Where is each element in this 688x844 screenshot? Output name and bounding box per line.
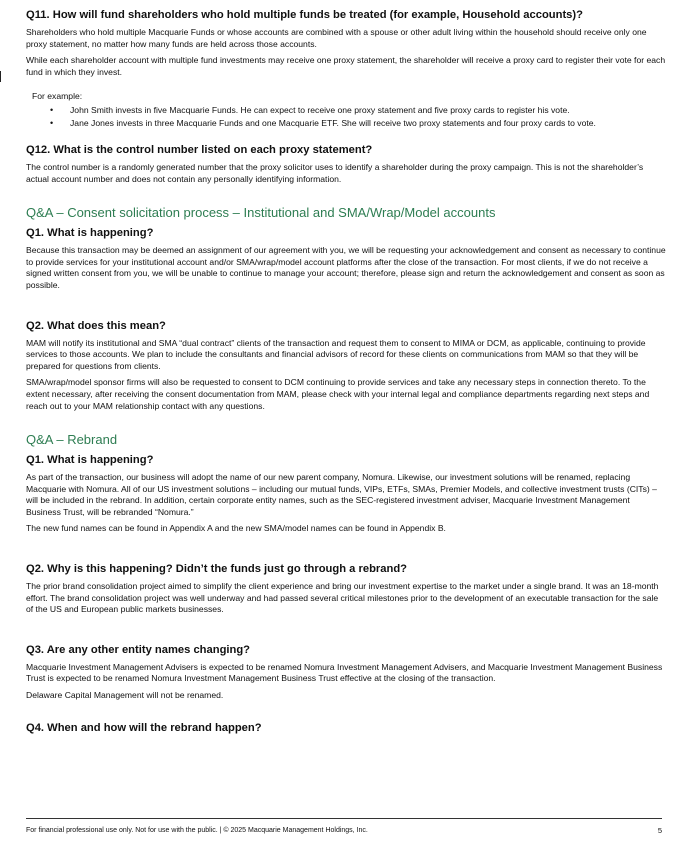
consent-q2-paragraph-2: SMA/wrap/model sponsor firms will also be requested to consent to DCM continuing to provide services and take any necessary steps in connection thereto. To the extent necessary, after receiving the consent documentation from MAM, please check with your internal legal and compliance departments regarding next steps and reach out to your MAM relationship contact with any questions. <box>26 377 650 411</box>
q11-paragraph-1: Shareholders who hold multiple Macquarie Funds or whose accounts are combined with a spouse or other adult living within the household should receive only one proxy statement, no matter how many funds are held across those accounts. <box>26 27 647 49</box>
margin-mark <box>0 71 1 82</box>
consent-q1-paragraph: Because this transaction may be deemed an assignment of our agreement with you, we will be requesting your acknowledgement and consent as necessary to continue to provide services for your institutional account and/or SMA/wrap/model account platforms after the close of the transaction. For most clients, if we do not receive a signed written consent from you, we will be unable to continue to manage your account; therefore, please sign and return the acknowledgement and consent as soon as possible. <box>26 245 666 290</box>
list-item <box>50 117 666 130</box>
footer-disclaimer: For financial professional use only. Not for use with the public. | © 2025 Macquarie Management Holdings, Inc. <box>26 827 368 834</box>
page-number: 5 <box>657 826 662 835</box>
q11-example-list <box>26 104 666 130</box>
consent-q2-paragraph-1: MAM will notify its institutional and SMA “dual contract” clients of the transaction and request them to consent to MIMA or DCM, as applicable, continuing to provide services to those accounts. We plan to include the consultants and financial advisors of record for these clients on communications from MAM so that they will be prepared for questions from clients. <box>26 337 646 371</box>
rebrand-q2-paragraph: The prior brand consolidation project aimed to simplify the client experience and bring our investment expertise to the market under a single brand. It was an 18-month effort. The brand consolidation project was well underway and had passed several critical milestones prior to the development of an executable transaction for the sale of the US and European public markets businesses. <box>26 581 659 615</box>
q11-example-label: For example: <box>32 91 83 102</box>
rebrand-q2-title: Q2. Why is this happening? Didn’t the funds just go through a rebrand? <box>26 563 407 576</box>
section-heading-rebrand: Q&A – Rebrand <box>26 432 118 448</box>
rebrand-q4-title: Q4. When and how will the rebrand happen? <box>26 721 262 734</box>
list-item-text: Jane Jones invests in three Macquarie Funds and one Macquarie ETF. She will receive two proxy statements and four proxy cards to vote. <box>70 117 596 128</box>
rebrand-q1-paragraph-2: The new fund names can be found in Appendix A and the new SMA/model names can be found in Appendix B. <box>26 523 446 534</box>
bullet-icon: • <box>50 117 54 128</box>
question-q11-title: Q11. How will fund shareholders who hold multiple funds be treated (for example, Household accounts)? <box>26 9 583 21</box>
rebrand-q3-paragraph-2: Delaware Capital Management will not be renamed. <box>26 690 224 701</box>
page-content <box>26 8 666 740</box>
consent-q1-title: Q1. What is happening? <box>26 227 154 240</box>
page-footer <box>26 826 662 835</box>
q12-paragraph-1: The control number is a randomly generated number that the proxy solicitor uses to identify a shareholder during the proxy campaign. This is not the shareholder’s actual account number and does not contain any personally identifying information. <box>26 161 644 184</box>
question-q12-title: Q12. What is the control number listed on each proxy statement? <box>26 143 373 156</box>
rebrand-q3-title: Q3. Are any other entity names changing? <box>26 643 251 656</box>
rebrand-q1-paragraph-1: As part of the transaction, our business will adopt the name of our new parent company, Nomura. Likewise, our investment solutions will be renamed, replacing Macquarie with Nomura. All of our US investment solutions – including our mutual funds, VIPs, ETFs, SMAs, Premier Models, and collective investment trusts (CITs) – will be included in the rebrand. In addition, certain corporate entity names, such as the SEC-registered investment adviser, Macquarie Investment Management Business Trust, will be rebranded “Nomura.” <box>26 472 657 517</box>
rebrand-q1-title: Q1. What is happening? <box>26 454 154 467</box>
section-heading-consent: Q&A – Consent solicitation process – Institutional and SMA/Wrap/Model accounts <box>26 205 496 221</box>
list-item <box>50 104 666 117</box>
bullet-icon: • <box>50 104 54 115</box>
list-item-text: John Smith invests in five Macquarie Funds. He can expect to receive one proxy statement and five proxy cards to register his vote. <box>70 104 570 115</box>
consent-q2-title: Q2. What does this mean? <box>26 319 166 332</box>
q11-paragraph-2: While each shareholder account with multiple fund investments may receive one proxy statement, the shareholder will receive a proxy card to register their vote for each fund in which they invest. <box>26 55 666 77</box>
footer-divider <box>26 818 662 819</box>
rebrand-q3-paragraph-1: Macquarie Investment Management Advisers is expected to be renamed Nomura Investment Management Advisers, and Macquarie Investment Management Business Trust is expected to be renamed Nomura Investment Management Business Trust effective at the closing of the transaction. <box>26 661 663 684</box>
